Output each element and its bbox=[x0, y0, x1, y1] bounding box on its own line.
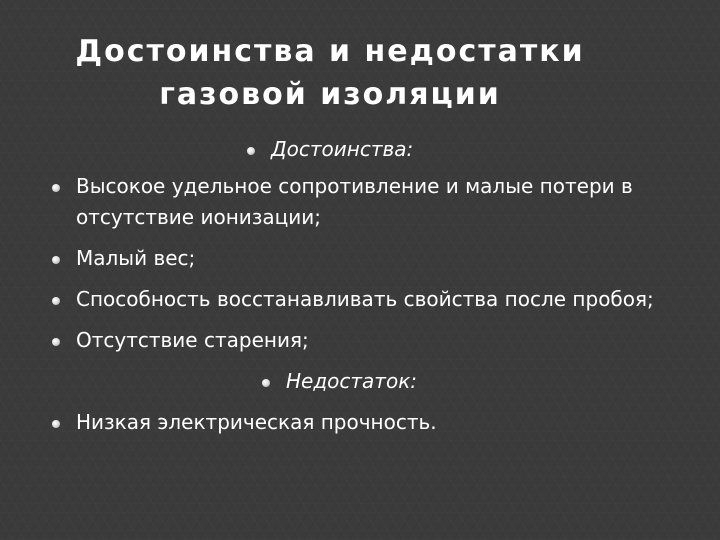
bullet-icon bbox=[52, 184, 60, 192]
list-item bbox=[46, 325, 686, 356]
list-item bbox=[46, 284, 686, 315]
list-item bbox=[46, 407, 686, 438]
item-text: Недостаток: bbox=[286, 369, 418, 393]
item-text: Высокое удельное сопротивление и малые потери в отсутствие ионизации; bbox=[76, 174, 633, 229]
bullet-list bbox=[46, 130, 686, 448]
title-line-1: Достоинства и недостатки bbox=[75, 34, 585, 69]
item-text: Достоинства: bbox=[271, 137, 414, 161]
item-text: Способность восстанавливать свойства после пробоя; bbox=[76, 287, 654, 311]
title-line-2: газовой изоляции bbox=[159, 77, 501, 112]
list-item-advantages-heading bbox=[241, 134, 686, 165]
bullet-icon bbox=[52, 297, 60, 305]
list-item bbox=[46, 171, 686, 233]
item-text: Низкая электрическая прочность. bbox=[76, 410, 437, 434]
item-text: Малый вес; bbox=[76, 246, 196, 270]
list-item-disadvantage-heading bbox=[256, 366, 686, 397]
bullet-icon bbox=[52, 256, 60, 264]
slide-title bbox=[0, 30, 660, 116]
bullet-icon bbox=[262, 379, 270, 387]
bullet-icon bbox=[52, 420, 60, 428]
bullet-icon bbox=[52, 338, 60, 346]
bullet-icon bbox=[247, 147, 255, 155]
list-item bbox=[46, 243, 686, 274]
item-text: Отсутствие старения; bbox=[76, 328, 309, 352]
